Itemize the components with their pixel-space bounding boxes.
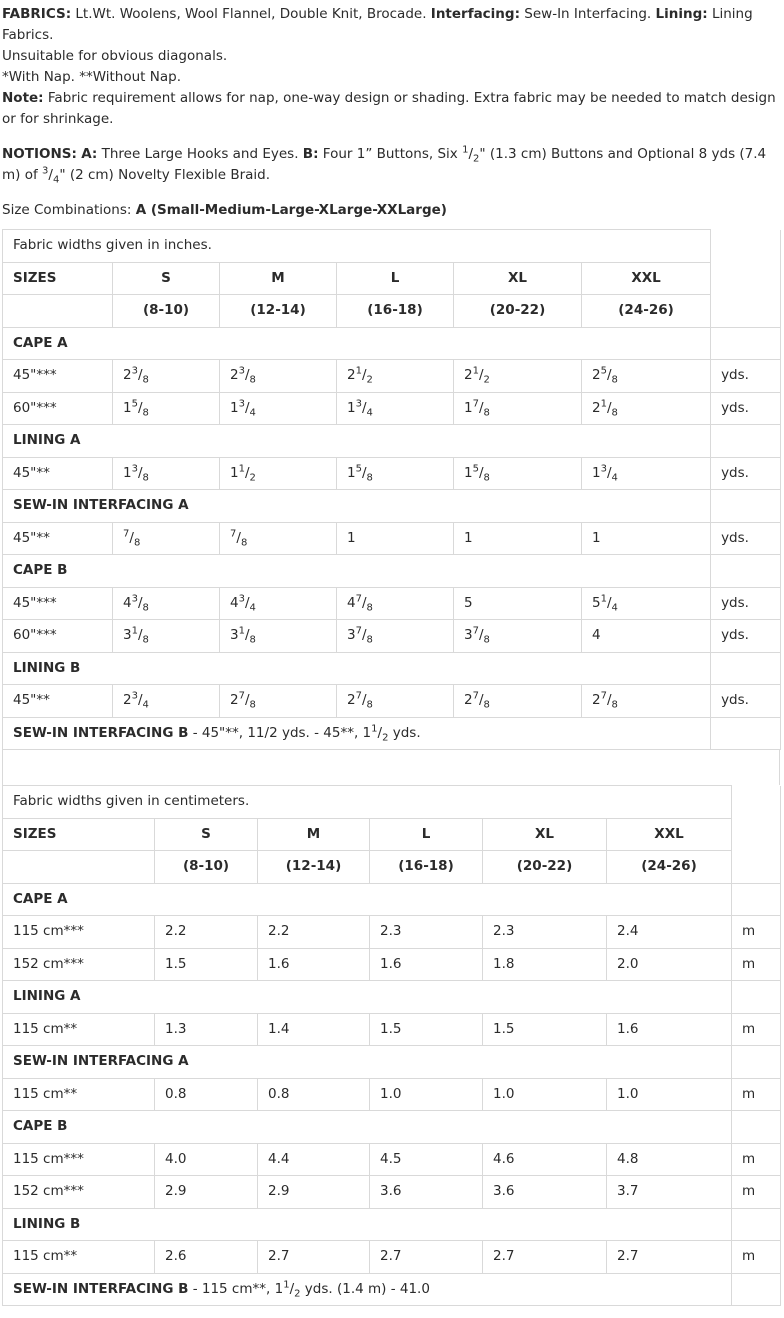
fabric-width-label: 115 cm** (3, 1078, 155, 1111)
size-header: M (258, 818, 370, 851)
frac-den: 4 (249, 407, 256, 419)
frac-num: 1 (355, 365, 362, 377)
blank-cell (732, 1273, 781, 1306)
frac-num: 3 (238, 593, 245, 605)
unit-cell: m (732, 1241, 781, 1274)
size-range: (12-14) (220, 295, 337, 328)
blank-cell (711, 425, 781, 458)
quantity-cell: 1 (582, 522, 711, 555)
blank-cell (732, 786, 781, 819)
section-title: CAPE A (3, 327, 711, 360)
section-title: CAPE A (3, 883, 732, 916)
section-row (3, 1111, 781, 1144)
frac-num: 7 (230, 528, 237, 540)
unit-cell: yds. (711, 392, 781, 425)
size-header: M (220, 262, 337, 295)
blank-cell (732, 818, 781, 851)
table-row (3, 916, 781, 949)
quantity-cell: 4.5 (370, 1143, 483, 1176)
quantity-cell: $^7/_8$ (220, 522, 337, 555)
quantity-cell: $3^1/_8$ (220, 620, 337, 653)
quantity-cell: $2^5/_8$ (582, 360, 711, 393)
frac-num: 7 (472, 625, 479, 637)
lining-label: Lining: (655, 6, 708, 22)
section-title: LINING B (3, 1208, 732, 1241)
caption-row (3, 230, 781, 263)
fabric-width-label: 45"** (3, 457, 113, 490)
lining-text: Lining Fabrics. (2, 6, 753, 43)
sizes-row (3, 818, 781, 851)
size-combo-value: A (Small-Medium-Large-XLarge-XXLarge) (135, 202, 447, 218)
quantity-cell: $^7/_8$ (113, 522, 220, 555)
blank-cell (711, 327, 781, 360)
size-range: (16-18) (337, 295, 454, 328)
blank-cell (732, 1046, 781, 1079)
frac-num: 5 (472, 463, 479, 475)
frac-den: 8 (249, 634, 256, 646)
frac-den: 8 (483, 699, 490, 711)
frac-den: 2 (483, 374, 490, 386)
notions-b-text: " (2 cm) Novelty Flexible Braid. (59, 167, 271, 183)
frac-num: 3 (238, 398, 245, 410)
frac-num: 7 (355, 690, 362, 702)
fabrics-line (2, 4, 782, 46)
quantity-cell: 1.5 (370, 1013, 483, 1046)
quantity-cell: $3^7/_8$ (454, 620, 582, 653)
size-range: (12-14) (258, 851, 370, 884)
frac-num: 5 (131, 398, 138, 410)
table-row (3, 948, 781, 981)
fabric-width-label: 115 cm** (3, 1013, 155, 1046)
blank-cell (732, 883, 781, 916)
frac-num: 7 (600, 690, 607, 702)
note-line (2, 88, 782, 130)
frac-den: 8 (142, 374, 149, 386)
size-range: (20-22) (454, 295, 582, 328)
unit-cell: m (732, 916, 781, 949)
ranges-row (3, 851, 781, 884)
quantity-cell: 2.9 (155, 1176, 258, 1209)
footer-label: SEW-IN INTERFACING B (13, 1280, 189, 1297)
frac-num: 3 (600, 463, 607, 475)
note-text: Fabric requirement allows for nap, one-way design or shading. Extra fabric may be needed to match design or for shrinkage. (2, 90, 776, 127)
note-label: Note: (2, 90, 44, 106)
notions-a-text: Three Large Hooks and Eyes. (101, 146, 299, 162)
frac-den: 4 (52, 174, 60, 186)
quantity-cell: $2^3/_4$ (113, 685, 220, 718)
quantity-cell: 1.0 (607, 1078, 732, 1111)
table-row (3, 1143, 781, 1176)
frac-den: 8 (142, 407, 149, 419)
frac-den: 4 (366, 407, 373, 419)
unit-cell: m (732, 1078, 781, 1111)
unit-cell: m (732, 1013, 781, 1046)
table-row (3, 392, 781, 425)
quantity-cell: $2^7/_8$ (337, 685, 454, 718)
frac-den: 8 (142, 472, 149, 484)
quantity-cell: $1^3/_4$ (337, 392, 454, 425)
table-spacer (2, 750, 780, 785)
unit-cell: yds. (711, 522, 781, 555)
quantity-cell: 1.4 (258, 1013, 370, 1046)
unit-cell: yds. (711, 685, 781, 718)
frac-num: 3 (131, 690, 138, 702)
frac-den: 8 (611, 699, 618, 711)
unit-cell: m (732, 948, 781, 981)
sizes-label: SIZES (3, 262, 113, 295)
frac-num: 5 (355, 463, 362, 475)
blank-cell (732, 1208, 781, 1241)
fabric-width-label: 60"*** (3, 392, 113, 425)
unit-cell: yds. (711, 360, 781, 393)
quantity-cell: 4.4 (258, 1143, 370, 1176)
quantity-cell: 2.6 (155, 1241, 258, 1274)
fabric-width-label: 152 cm*** (3, 948, 155, 981)
size-header: XXL (582, 262, 711, 295)
quantity-cell: 4.6 (483, 1143, 607, 1176)
frac-den: 8 (142, 634, 149, 646)
fabric-width-label: 60"*** (3, 620, 113, 653)
size-combination-line (2, 200, 782, 221)
frac-num: 7 (472, 690, 479, 702)
frac-num: 1 (238, 463, 245, 475)
blank-cell (3, 295, 113, 328)
quantity-cell: $1^5/_8$ (113, 392, 220, 425)
fabric-width-label: 115 cm*** (3, 916, 155, 949)
quantity-cell: 0.8 (155, 1078, 258, 1111)
notions-line: NOTIONS: A: Three Large Hooks and Eyes. B: Four 1” Buttons, Six $^1/_2$" (1.3 cm) Buttons and Optional 8 yds (7.4 m) of $^3/_4$" (2 cm) Novelty Flexible Braid. (2, 144, 767, 186)
frac-den: 8 (249, 374, 256, 386)
blank-cell (711, 262, 781, 295)
blank-cell (732, 1111, 781, 1144)
size-range: (24-26) (582, 295, 711, 328)
quantity-cell: $2^7/_8$ (454, 685, 582, 718)
fabrics-label: FABRICS: (2, 6, 72, 22)
size-header: XL (454, 262, 582, 295)
fabric-width-label: 45"*** (3, 360, 113, 393)
caption-row (3, 786, 781, 819)
quantity-cell: 2.0 (607, 948, 732, 981)
table-row (3, 457, 781, 490)
frac-den: 2 (382, 732, 389, 744)
size-range: (20-22) (483, 851, 607, 884)
quantity-cell: 2.2 (155, 916, 258, 949)
section-title: LINING A (3, 425, 711, 458)
ranges-row (3, 295, 781, 328)
blank-cell (711, 230, 781, 263)
quantity-cell: 2.2 (258, 916, 370, 949)
quantity-cell: $3^1/_8$ (113, 620, 220, 653)
unit-cell: yds. (711, 457, 781, 490)
frac-den: 8 (240, 537, 248, 549)
section-row (3, 652, 781, 685)
section-row (3, 1208, 781, 1241)
frac-den: 8 (366, 634, 373, 646)
frac-den: 2 (294, 1288, 301, 1300)
section-row (3, 1046, 781, 1079)
interfacing-label: Interfacing: (430, 6, 520, 22)
blank-cell (711, 652, 781, 685)
section-title: CAPE B (3, 1111, 732, 1144)
frac-den: 2 (366, 374, 373, 386)
unit-cell: m (732, 1143, 781, 1176)
quantity-cell: $5^1/_4$ (582, 587, 711, 620)
footer-cell: SEW-IN INTERFACING B - 115 cm**, $1^1/_2$ yds. (1.4 m) - 41.0 (3, 1273, 732, 1306)
frac-num: 1 (283, 1279, 290, 1291)
blank-cell (732, 981, 781, 1014)
frac-den: 4 (611, 472, 618, 484)
quantity-cell: 2.7 (483, 1241, 607, 1274)
quantity-cell: 1.3 (155, 1013, 258, 1046)
quantity-cell: 4 (582, 620, 711, 653)
quantity-cell: 0.8 (258, 1078, 370, 1111)
size-header: L (370, 818, 483, 851)
frac-num: 1 (131, 625, 138, 637)
fabric-width-label: 45"*** (3, 587, 113, 620)
quantity-cell: $3^7/_8$ (337, 620, 454, 653)
quantity-cell: $1^1/_2$ (220, 457, 337, 490)
section-title: LINING B (3, 652, 711, 685)
fabrics-text: Lt.Wt. Woolens, Wool Flannel, Double Knit, Brocade. (75, 6, 427, 22)
frac-den: 8 (483, 472, 490, 484)
frac-den: 8 (249, 699, 256, 711)
frac-num: 7 (355, 625, 362, 637)
quantity-cell: 3.6 (483, 1176, 607, 1209)
quantity-cell: 1.8 (483, 948, 607, 981)
frac-num: 5 (600, 365, 607, 377)
fabric-width-label: 45"** (3, 522, 113, 555)
sizes-row (3, 262, 781, 295)
table-row (3, 1176, 781, 1209)
quantity-cell: 1.6 (370, 948, 483, 981)
quantity-cell: $1^5/_8$ (337, 457, 454, 490)
frac-num: 3 (355, 398, 362, 410)
frac-num: 3 (42, 165, 49, 177)
size-range: (8-10) (113, 295, 220, 328)
frac-den: 4 (611, 602, 618, 614)
section-title: LINING A (3, 981, 732, 1014)
quantity-cell: $2^7/_8$ (582, 685, 711, 718)
frac-num: 3 (131, 593, 138, 605)
section-title: CAPE B (3, 555, 711, 588)
fabric-width-label: 45"** (3, 685, 113, 718)
frac-num: 3 (238, 365, 245, 377)
quantity-cell: 3.6 (370, 1176, 483, 1209)
section-row (3, 490, 781, 523)
quantity-cell: $1^3/_4$ (220, 392, 337, 425)
quantity-cell: 1.6 (607, 1013, 732, 1046)
size-header: S (113, 262, 220, 295)
quantity-cell: $1^5/_8$ (454, 457, 582, 490)
table-row (3, 522, 781, 555)
size-header: S (155, 818, 258, 851)
sizes-label: SIZES (3, 818, 155, 851)
frac-den: 8 (366, 699, 373, 711)
quantity-cell: $4^3/_4$ (220, 587, 337, 620)
frac-den: 8 (142, 602, 149, 614)
quantity-cell: $2^1/_2$ (337, 360, 454, 393)
frac-den: 4 (142, 699, 149, 711)
unit-cell: yds. (711, 587, 781, 620)
size-range: (16-18) (370, 851, 483, 884)
frac-num: 1 (462, 144, 469, 156)
unsuitable-note: Unsuitable for obvious diagonals. (2, 48, 228, 64)
table-row (3, 685, 781, 718)
quantity-cell: $2^3/_8$ (113, 360, 220, 393)
section-title: SEW-IN INTERFACING A (3, 1046, 732, 1079)
blank-cell (3, 851, 155, 884)
quantity-cell: 1.5 (155, 948, 258, 981)
table-row (3, 1241, 781, 1274)
quantity-cell: 2.3 (483, 916, 607, 949)
frac-den: 8 (366, 472, 373, 484)
section-title: SEW-IN INTERFACING A (3, 490, 711, 523)
quantity-cell: $4^3/_8$ (113, 587, 220, 620)
inches-yardage-table (2, 229, 781, 750)
frac-den: 8 (483, 407, 490, 419)
section-row (3, 883, 781, 916)
quantity-cell: 1 (337, 522, 454, 555)
fabric-width-label: 115 cm*** (3, 1143, 155, 1176)
quantity-cell: 4.8 (607, 1143, 732, 1176)
size-header: XL (483, 818, 607, 851)
size-header: L (337, 262, 454, 295)
quantity-cell: $2^7/_8$ (220, 685, 337, 718)
quantity-cell: 1 (454, 522, 582, 555)
frac-den: 2 (249, 472, 256, 484)
quantity-cell: 4.0 (155, 1143, 258, 1176)
quantity-cell: 1.0 (370, 1078, 483, 1111)
frac-num: 3 (131, 365, 138, 377)
quantity-cell: 2.4 (607, 916, 732, 949)
unit-cell: yds. (711, 620, 781, 653)
frac-num: 7 (355, 593, 362, 605)
frac-num: 1 (600, 593, 607, 605)
fabric-width-label: 115 cm** (3, 1241, 155, 1274)
frac-num: 7 (238, 690, 245, 702)
frac-den: 4 (249, 602, 256, 614)
quantity-cell: $1^7/_8$ (454, 392, 582, 425)
frac-den: 8 (611, 374, 618, 386)
frac-num: 3 (131, 463, 138, 475)
blank-cell (711, 490, 781, 523)
quantity-cell: 1.6 (258, 948, 370, 981)
pattern-info (0, 0, 784, 221)
blank-cell (711, 555, 781, 588)
table-caption: Fabric widths given in centimeters. (3, 786, 732, 819)
notions-b-text: Four 1” Buttons, Six (322, 146, 463, 162)
footer-label: SEW-IN INTERFACING B (13, 724, 189, 741)
quantity-cell: $2^3/_8$ (220, 360, 337, 393)
table-caption: Fabric widths given in inches. (3, 230, 711, 263)
table-row (3, 587, 781, 620)
frac-den: 2 (473, 153, 480, 165)
notions-b-text: " (1.3 cm) Buttons and Optional 8 yds (7.4 m) of (2, 146, 767, 183)
quantity-cell: $1^3/_4$ (582, 457, 711, 490)
table-row (3, 360, 781, 393)
frac-num: 1 (472, 365, 479, 377)
quantity-cell: $4^7/_8$ (337, 587, 454, 620)
size-range: (24-26) (607, 851, 732, 884)
blank-cell (711, 717, 781, 750)
size-combo-label: Size Combinations: (2, 202, 132, 218)
quantity-cell: 3.7 (607, 1176, 732, 1209)
frac-den: 8 (366, 602, 373, 614)
table-row (3, 1078, 781, 1111)
quantity-cell: 2.9 (258, 1176, 370, 1209)
frac-den: 8 (483, 634, 490, 646)
frac-den: 8 (611, 407, 618, 419)
blank-cell (711, 295, 781, 328)
section-row (3, 425, 781, 458)
notions-label: NOTIONS: (2, 146, 77, 162)
nap-note: *With Nap. **Without Nap. (2, 69, 182, 85)
quantity-cell: $1^3/_8$ (113, 457, 220, 490)
notions-b-label: B: (302, 146, 319, 162)
interfacing-text: Sew-In Interfacing. (524, 6, 652, 22)
footer-row (3, 717, 781, 750)
quantity-cell: 2.7 (370, 1241, 483, 1274)
table-row (3, 620, 781, 653)
fabric-width-label: 152 cm*** (3, 1176, 155, 1209)
footer-cell: SEW-IN INTERFACING B - 45"**, 11/2 yds. - 45**, $1^1/_2$ yds. (3, 717, 711, 750)
quantity-cell: 2.7 (258, 1241, 370, 1274)
quantity-cell: $2^1/_8$ (582, 392, 711, 425)
notions-a-label: A: (81, 146, 98, 162)
section-row (3, 555, 781, 588)
frac-num: 1 (238, 625, 245, 637)
section-row (3, 327, 781, 360)
quantity-cell: 1.0 (483, 1078, 607, 1111)
footer-row (3, 1273, 781, 1306)
size-header: XXL (607, 818, 732, 851)
unit-cell: m (732, 1176, 781, 1209)
quantity-cell: 2.3 (370, 916, 483, 949)
frac-num: 1 (371, 723, 378, 735)
quantity-cell: 5 (454, 587, 582, 620)
frac-num: 1 (600, 398, 607, 410)
section-row (3, 981, 781, 1014)
quantity-cell: $2^1/_2$ (454, 360, 582, 393)
size-range: (8-10) (155, 851, 258, 884)
quantity-cell: 1.5 (483, 1013, 607, 1046)
frac-num: 7 (123, 528, 130, 540)
table-row (3, 1013, 781, 1046)
frac-den: 8 (133, 537, 141, 549)
cm-meterage-table (2, 785, 781, 1306)
quantity-cell: 2.7 (607, 1241, 732, 1274)
frac-num: 7 (472, 398, 479, 410)
blank-cell (732, 851, 781, 884)
